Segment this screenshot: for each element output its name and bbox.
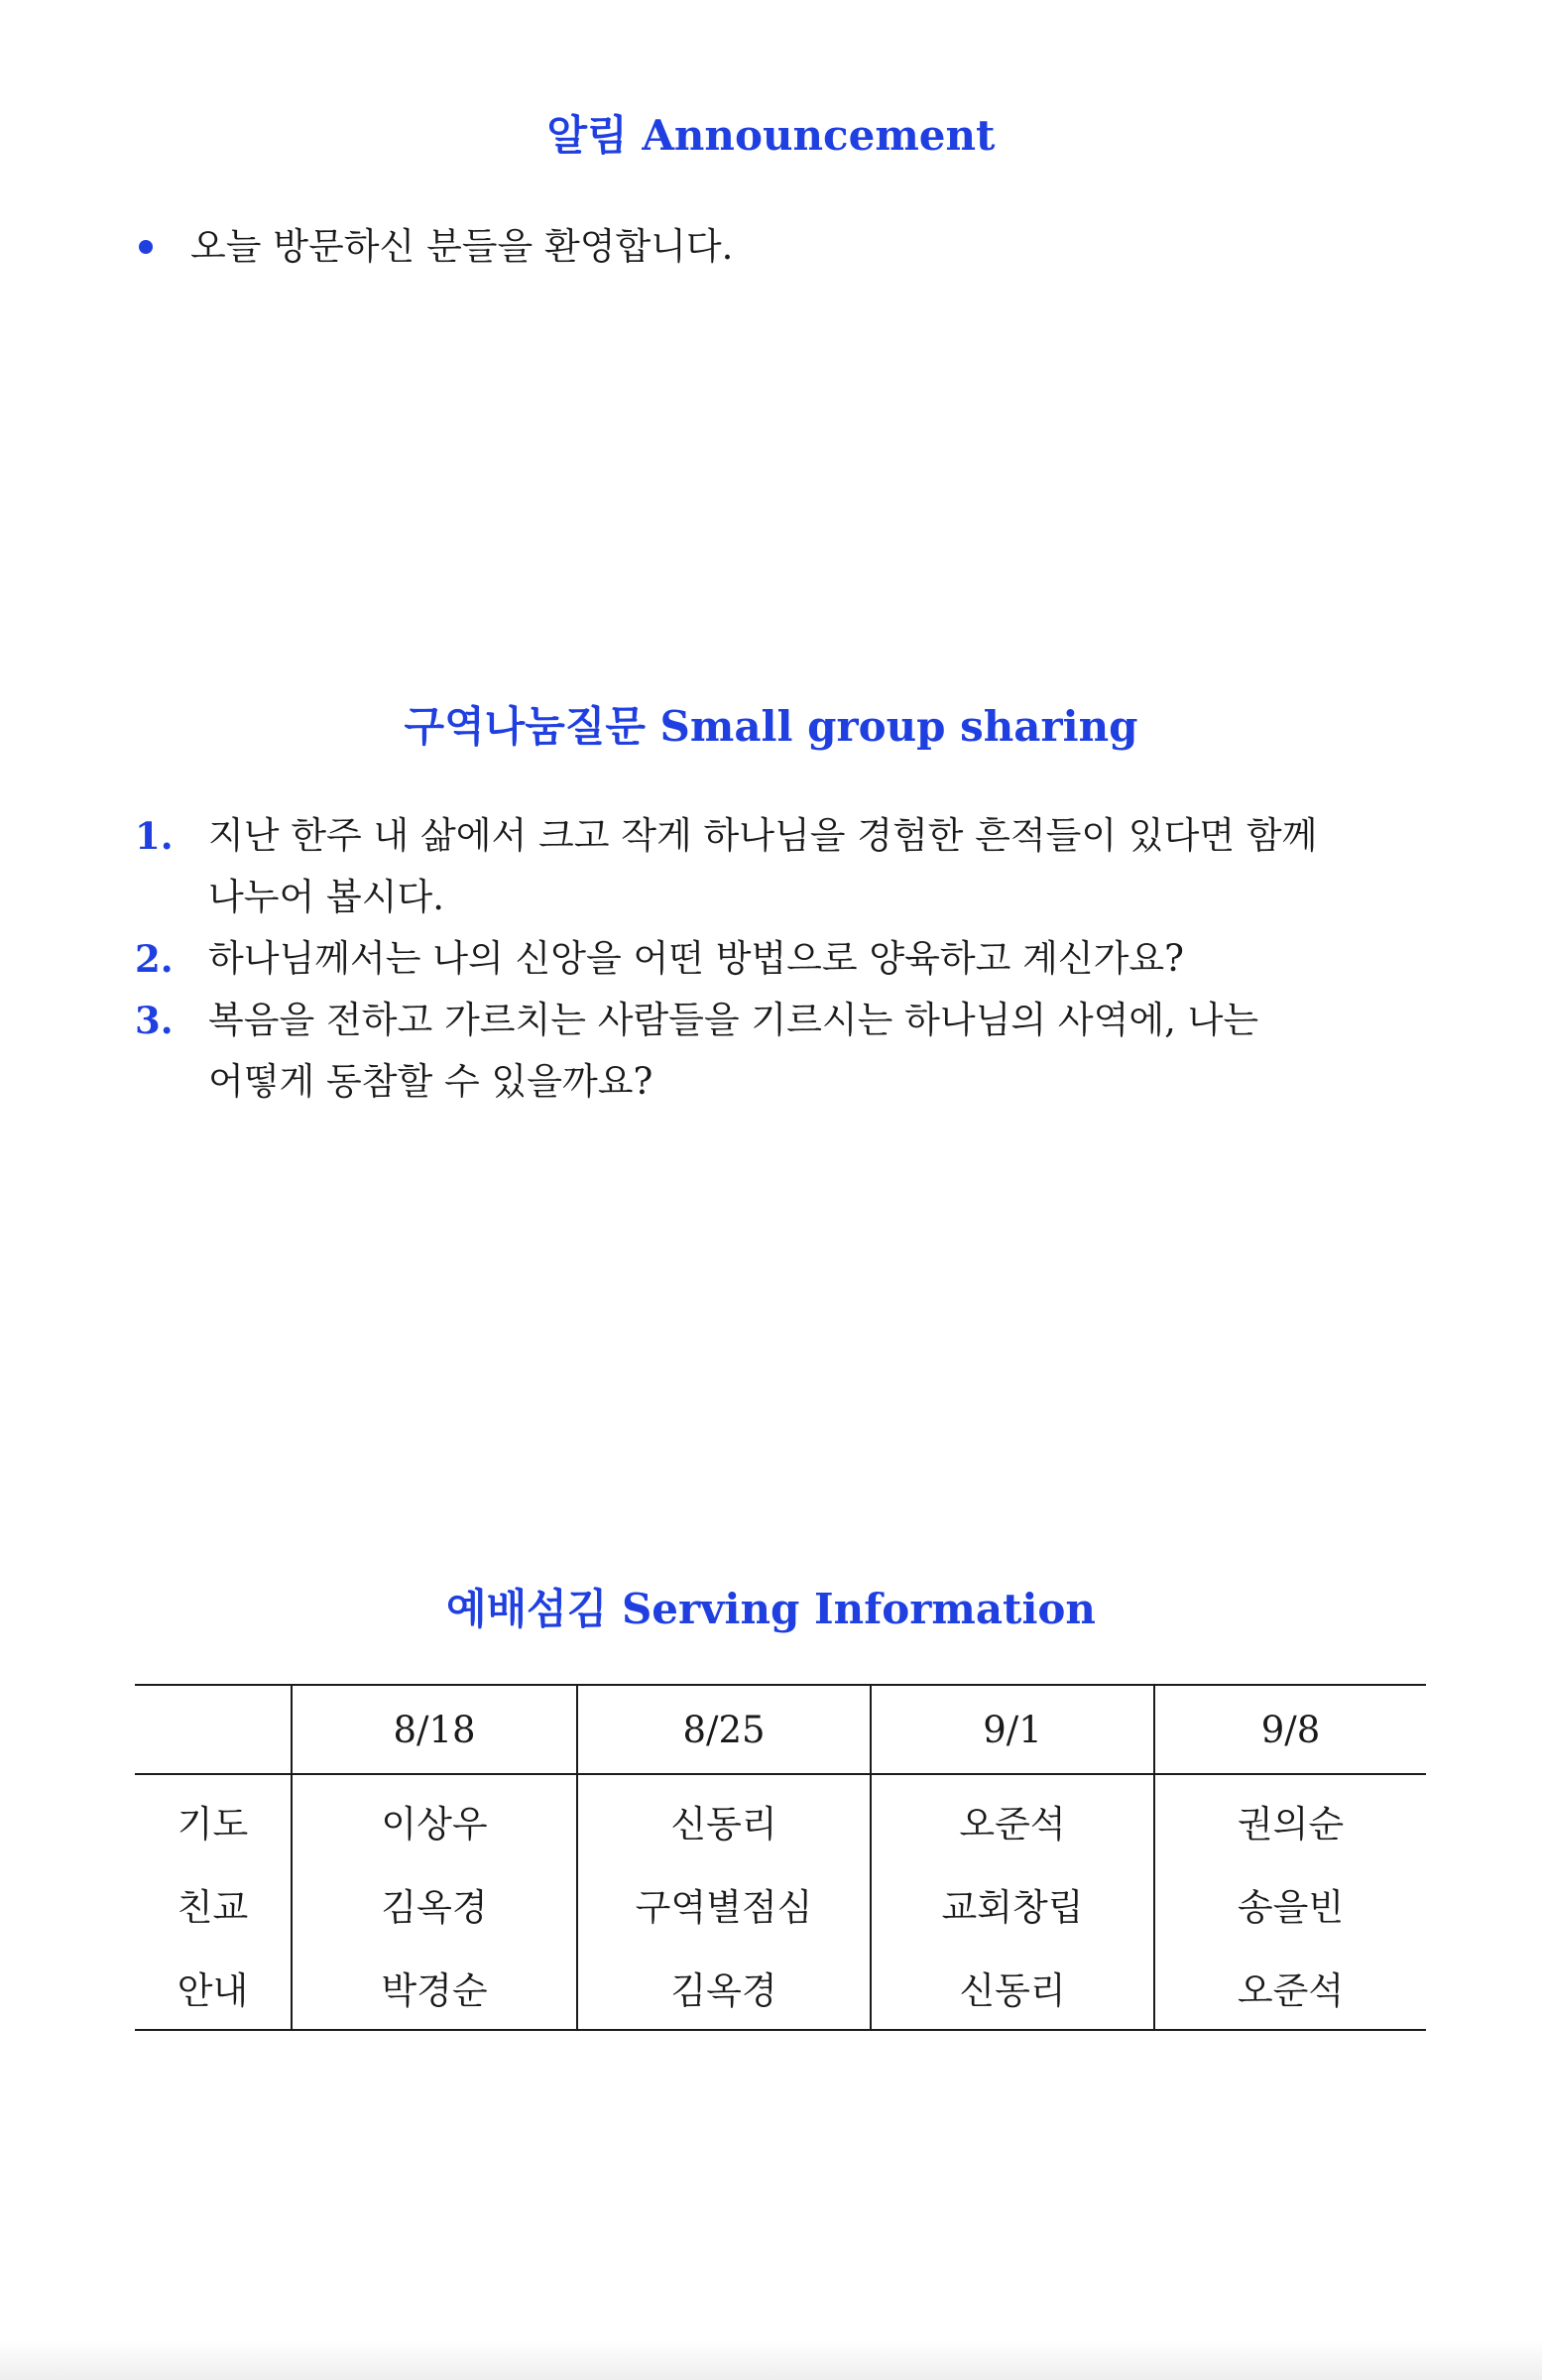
table-cell: 이상우	[292, 1774, 577, 1862]
table-cell: 교회창립	[871, 1862, 1154, 1946]
header-cell-empty	[135, 1685, 292, 1774]
table-cell: 신동리	[577, 1774, 871, 1862]
header-date: 8/18	[292, 1685, 577, 1774]
table-cell: 김옥경	[292, 1862, 577, 1946]
row-role: 안내	[135, 1946, 292, 2030]
serving-title: 예배섬김 Serving Information	[446, 1585, 1096, 1633]
question-number: 3.	[135, 999, 174, 1042]
question-number: 2.	[135, 937, 174, 981]
table-row	[135, 1862, 1426, 1946]
announcement-title: 알림 Announcement	[546, 111, 996, 160]
table-cell: 오준석	[1154, 1946, 1426, 2030]
header-date: 9/8	[1154, 1685, 1426, 1774]
question-text-line: 하나님께서는 나의 신앙을 어떤 방법으로 양육하고 계신가요?	[208, 937, 1184, 980]
bullet-icon	[139, 240, 153, 254]
announcement-item	[135, 216, 733, 278]
table-cell: 권의순	[1154, 1774, 1426, 1862]
table-row	[135, 1946, 1426, 2030]
table-cell: 박경순	[292, 1946, 577, 2030]
table-cell: 신동리	[871, 1946, 1154, 2030]
table-cell: 오준석	[871, 1774, 1154, 1862]
table-row	[135, 1774, 1426, 1862]
question-text-line: 복음을 전하고 가르치는 사람들을 기르시는 하나님의 사역에, 나는	[208, 999, 1259, 1041]
question-item	[135, 928, 1424, 990]
sharing-title: 구역나눔질문 Small group sharing	[404, 702, 1138, 751]
question-text-line: 어떻게 동참할 수 있을까요?	[208, 1060, 653, 1103]
question-number: 1.	[135, 814, 174, 858]
announcement-list	[135, 216, 733, 278]
table-cell: 구역별점심	[577, 1862, 871, 1946]
serving-header-row	[135, 1685, 1426, 1774]
row-role: 기도	[177, 1803, 249, 1845]
page-bottom-shadow	[0, 2340, 1542, 2380]
table-cell: 송을빈	[1154, 1862, 1426, 1946]
sharing-question-list	[135, 805, 1424, 1113]
question-text-line: 지난 한주 내 삶에서 크고 작게 하나님을 경험한 흔적들이 있다면 함께	[208, 814, 1318, 857]
row-role: 친교	[177, 1886, 249, 1929]
question-item	[135, 990, 1424, 1113]
header-date: 8/25	[577, 1685, 871, 1774]
header-date: 9/1	[871, 1685, 1154, 1774]
table-cell: 김옥경	[577, 1946, 871, 2030]
announcement-item-text: 오늘 방문하신 분들을 환영합니다.	[190, 225, 734, 268]
question-item	[135, 805, 1424, 928]
serving-table	[135, 1684, 1426, 2031]
question-text-line: 나누어 봅시다.	[208, 876, 444, 918]
